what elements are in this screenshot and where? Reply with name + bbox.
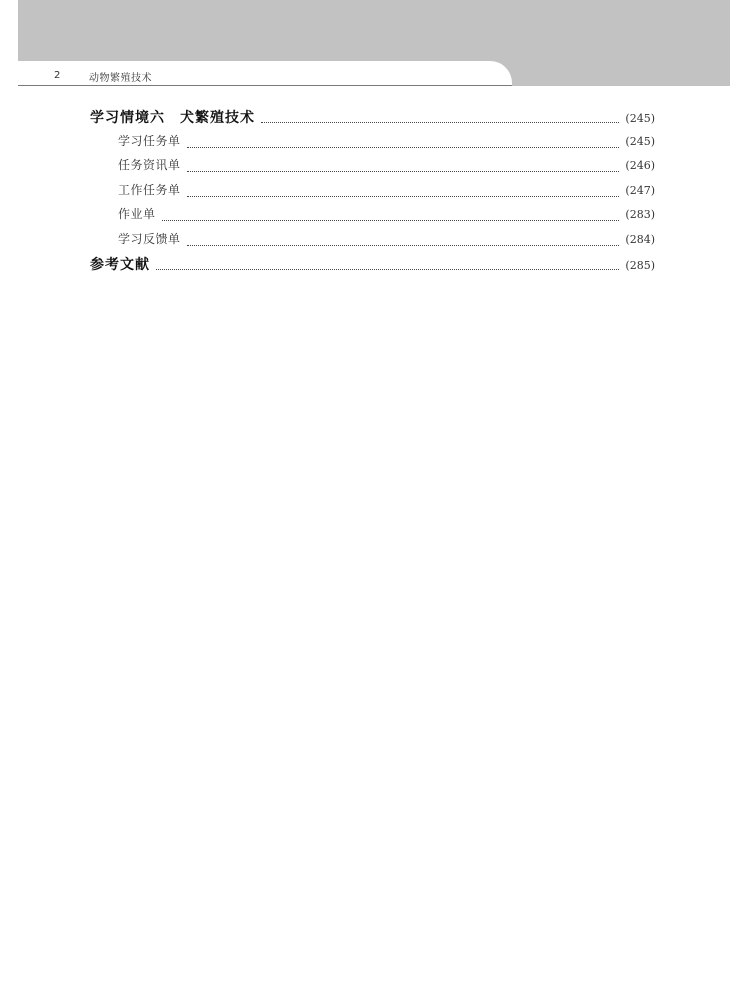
header-rule <box>18 85 512 86</box>
table-of-contents <box>90 107 655 279</box>
toc-entry-page: (247) <box>625 183 655 197</box>
toc-entry-title: 工作任务单 <box>118 182 181 197</box>
toc-entry-task-info[interactable] <box>90 156 655 181</box>
toc-dot-leader <box>187 244 620 246</box>
toc-dot-leader <box>187 170 620 172</box>
toc-entry-title: 作业单 <box>118 207 156 221</box>
toc-entry-title: 学习情境六 犬繁殖技术 <box>90 110 255 126</box>
toc-entry-references[interactable] <box>90 254 655 279</box>
toc-dot-leader <box>187 146 620 148</box>
toc-entry-page: (245) <box>625 134 655 148</box>
toc-entry-learning-task[interactable] <box>90 132 655 157</box>
toc-dot-leader <box>187 195 620 197</box>
toc-entry-title: 学习反馈单 <box>118 231 181 246</box>
toc-dot-leader <box>156 268 619 270</box>
toc-entry-feedback[interactable] <box>90 230 655 255</box>
toc-entry-work-task[interactable] <box>90 181 655 206</box>
toc-entry-page: (284) <box>625 232 655 246</box>
toc-entry-page: (283) <box>625 208 655 221</box>
toc-entry-page: (285) <box>625 259 655 272</box>
toc-entry-page: (245) <box>625 112 655 125</box>
toc-entry-chapter-6[interactable] <box>90 107 655 132</box>
toc-entry-title: 参考文献 <box>90 257 150 273</box>
toc-entry-homework[interactable] <box>90 205 655 230</box>
toc-dot-leader <box>162 219 620 221</box>
page-number: 2 <box>54 70 61 81</box>
toc-dot-leader <box>261 121 619 123</box>
toc-entry-page: (246) <box>625 159 655 172</box>
running-title: 动物繁殖技术 <box>89 73 152 84</box>
toc-entry-title: 学习任务单 <box>118 133 181 148</box>
toc-entry-title: 任务资讯单 <box>118 158 181 172</box>
